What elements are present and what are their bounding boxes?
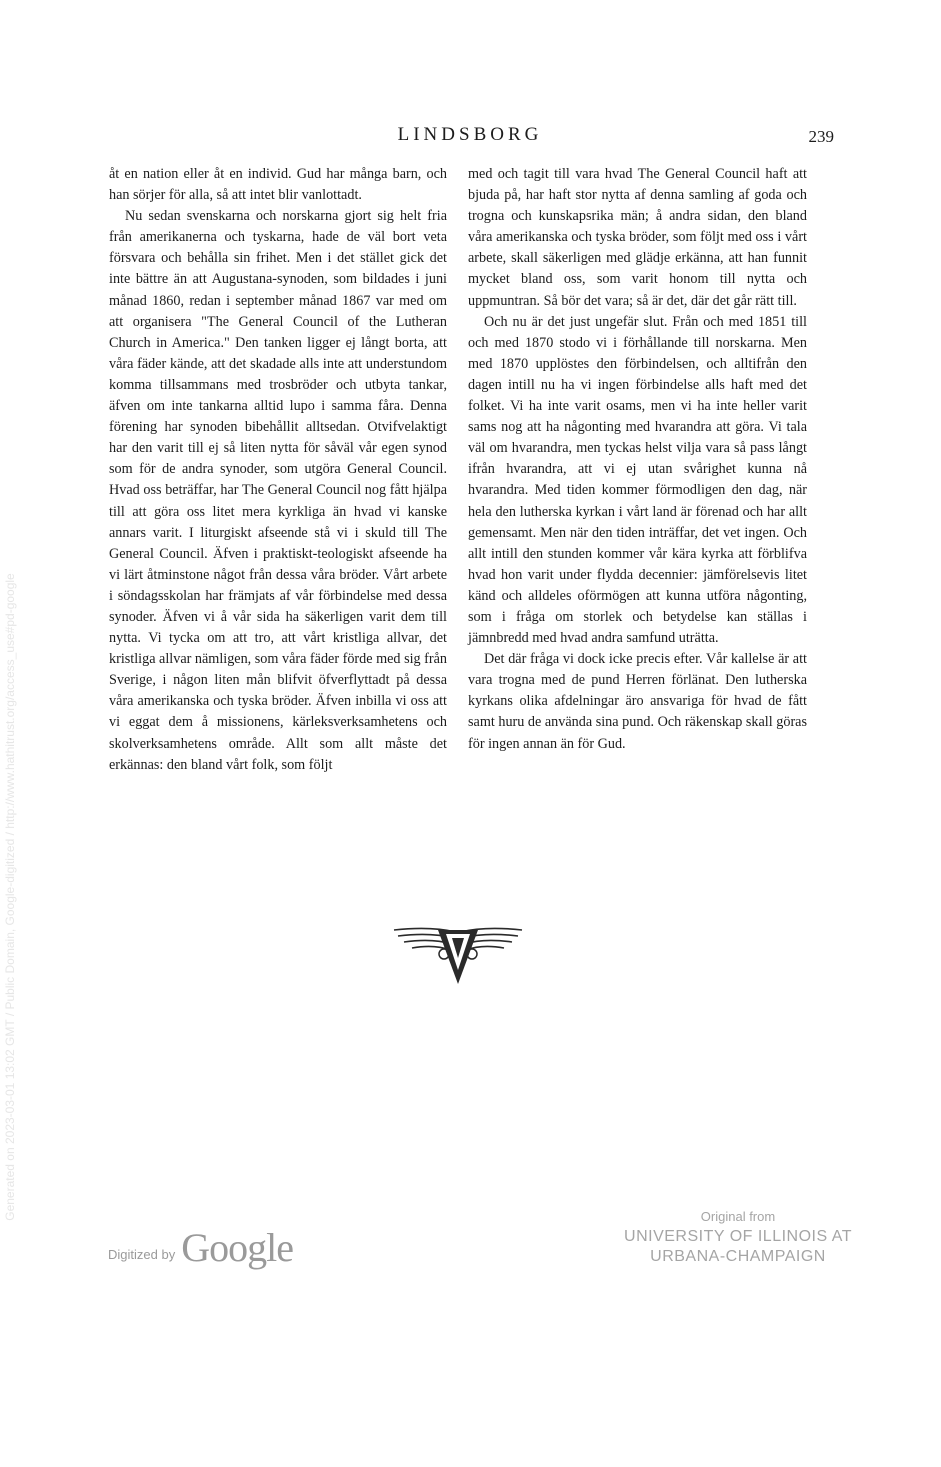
running-header-title: LINDSBORG <box>397 124 543 145</box>
paragraph: åt en nation eller åt en individ. Gud har många barn, och han sörjer för alla, så att intet blir vanlottadt. <box>109 166 447 204</box>
right-text-column <box>468 164 807 755</box>
institution-line-2: URBANA-CHAMPAIGN <box>650 1248 826 1265</box>
original-from-label: Original from <box>700 1209 776 1224</box>
origin-attribution <box>608 1207 868 1267</box>
paragraph: Och nu är det just ungefär slut. Från och med 1851 till och med 1870 stodo vi i förhållande till norskarna. Men med 1870 upplöstes den förbindelsen, och alltifrån den dagen intill nu ha vi ingen förbindelse alls haft med det folket. Vi ha inte varit osams, men vi ha inte heller varit sams nog att ha någonting med hvarandra att göra. Vi tala väl om hvarandra, men tyckas helst vilja vara så pass långt ifrån hvarandra, att vi ej utan svårighet kunna nå hvarandra. Med tiden kommer förmodligen den dag, när hela den lutherska kyrkan i vårt land är förenad och har allt gemensamt. Men när den tiden inträffar, det vet ingen. Och allt intill den stunden kommer vår kära kyrka att förblifva hvad hon varit under flydda decennier: jämförelsevis litet känd och alldeles oförmögen att kunna utföra någonting, som i fråga om storlek och betydelse kan ställas i jämnbredd med hvad andra samfund uträtta. <box>468 313 807 647</box>
page-number: 239 <box>808 127 834 146</box>
left-text-column <box>109 164 447 776</box>
google-logo: Google <box>181 1224 293 1270</box>
paragraph: Nu sedan svenskarna och norskarna gjort sig helt fria från amerikanerna och tyskarna, hade de väl bort veta försvara och behålla sin frihet. Men i det stället gick det inte bättre än att Augustana-synoden, som bildades i juni månad 1860, redan i september månad 1867 var med om att organisera "The General Council of the Lutheran Church in America." Den tanken ligger ej långt borta, att våra fäder kände, att det skadade alls inte att understundom komma tillsammans med trosbröder och utbyta tankar, äfven om inte tankarna alltid lupo i samma fåra. Denna förening har synoden bibehållit alltsedan. Otvifvelaktigt har den varit till ej så liten nytta för såväl vår egen synod som för de andra synoder, som utgöra General Council. Hvad oss beträffar, har The General Council nog fått hjälpa till att göra oss litet mera kyrkliga än hvad vi kanske annars varit. I liturgiskt afseende stå vi i skuld till The General Council. Äfven i praktiskt-teologiskt afseende ha vi lärt åtminstone något från dessa våra bröder. Vårt arbete i söndagsskolan har främjats af vår förbindelse med dessa synoder. Äfven vi å vår sida ha säkerligen varit dem till nytta. Vi tycka om att tro, att vårt kristliga allvar, det kristliga allvar nämligen, som våra fäder förde med sig från Sverige, i någon liten mån blifvit öfverflyttadt på dessa våra amerikanska och tyska bröder. Äfven inbilla vi oss att vi eggat dem å missionens, kärleksverksamhetens och skolverksamhetens område. Allt som allt måste det erkännas: den bland vårt folk, som följt <box>109 208 448 773</box>
side-watermark: Generated on 2023-03-01 13:02 GMT / Public Domain, Google-digitized / http://www.hathitrust.org/access_use#pd-google <box>3 573 17 1221</box>
google-watermark <box>108 1222 293 1272</box>
institution-line-1: UNIVERSITY OF ILLINOIS AT <box>624 1228 852 1245</box>
paragraph: med och tagit till vara hvad The General Council haft att bjuda på, har haft stor nytta af denna samling af goda och trogna och kunskapsrika män; å andra sidan, den bland våra amerikanska och tyska bröder, som följt med oss i vårt arbete, skall säkerligen med glädje erkänna, att han funnit mycket bland oss, som varit honom till nytta och uppmuntran. Så bör det vara; så är det, där det går rätt till. <box>468 166 807 309</box>
decorative-ornament-icon <box>390 920 526 990</box>
paragraph: Det där fråga vi dock icke precis efter. Vår kallelse är att vara trogna med de pund Herren förlänat. Den lutherska kyrkans olika afdelningar äro ansvariga för hvad de fått samt huru de använda sina pund. Och räkenskap skall göras för ingen annan än för Gud. <box>468 651 807 752</box>
digitized-by-label: Digitized by <box>108 1246 176 1262</box>
